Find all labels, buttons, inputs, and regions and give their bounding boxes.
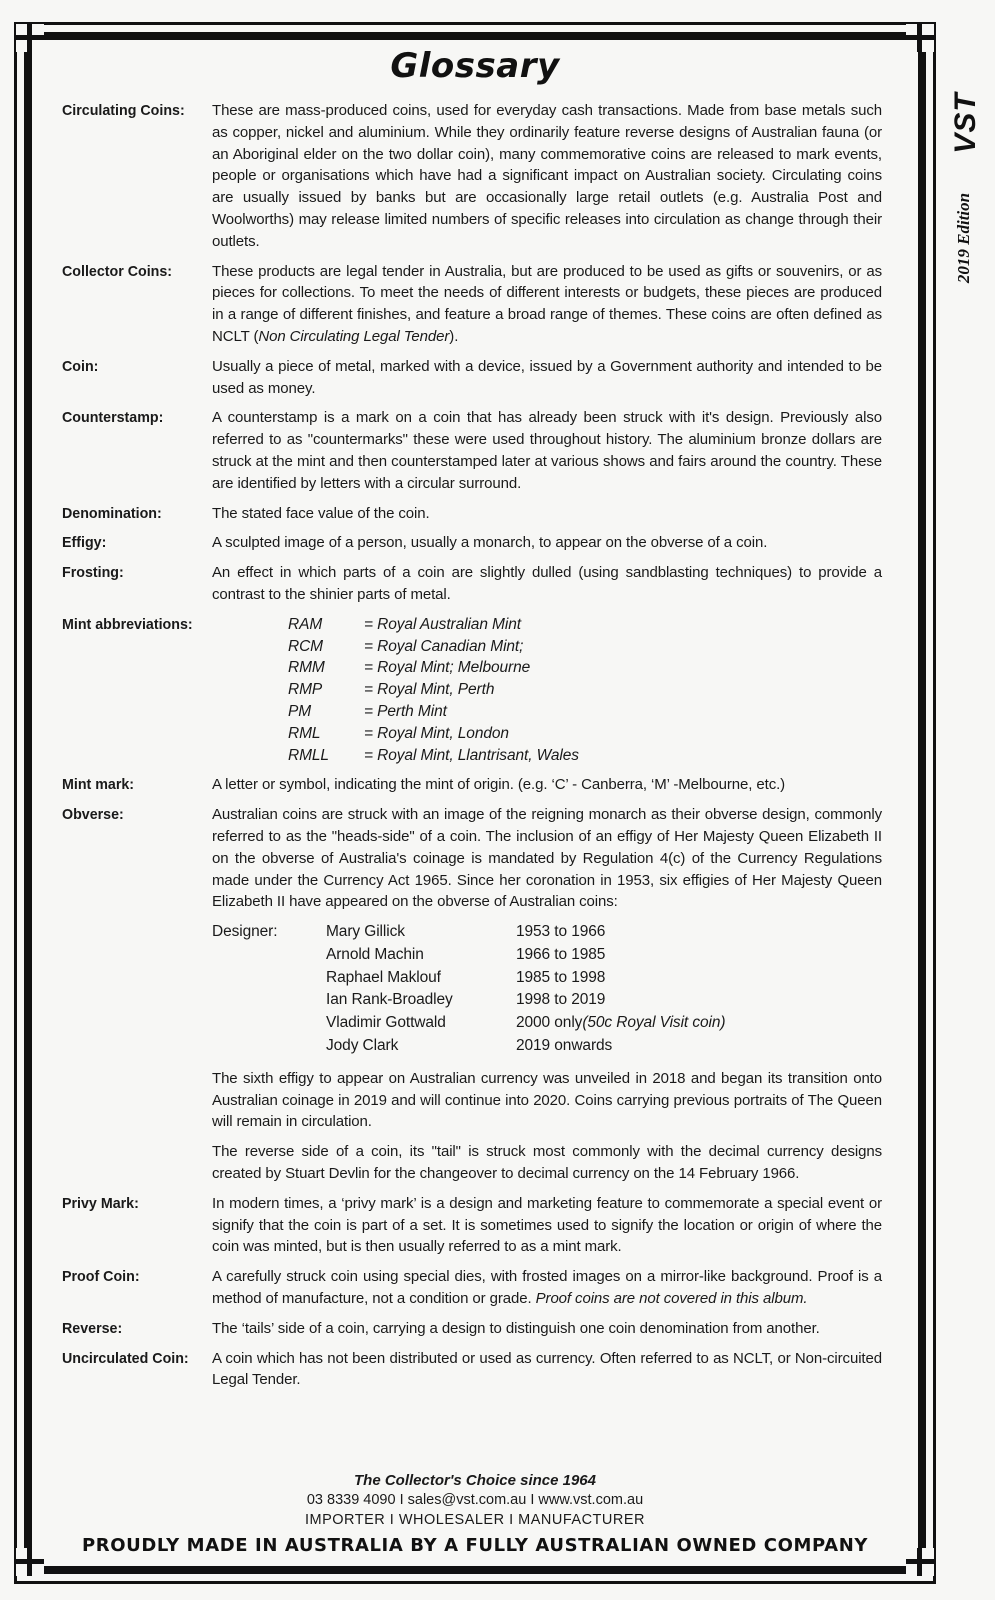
designer-list <box>326 921 725 1058</box>
glossary-list <box>62 100 884 1399</box>
definition <box>212 1266 882 1310</box>
brand-label: VST <box>949 92 982 154</box>
entry-obverse <box>62 804 884 1185</box>
abbreviation-row <box>288 679 882 701</box>
footer-slogan: The Collector's Choice since 1964 <box>354 1472 596 1489</box>
entry-mint-abbreviations <box>62 614 884 767</box>
corner-ornament-bottom-right <box>906 1548 934 1576</box>
term: Circulating Coins: <box>62 102 185 119</box>
definition: In modern times, a ‘privy mark’ is a design and marketing feature to commemorate a special event or signify that the coin is part of a set. It is sometimes used to signify the location or origin of where the coin was minted, but is then usually referred to as a mint mark. <box>212 1194 882 1256</box>
side-label <box>946 78 986 338</box>
abbreviation-code: RMP <box>288 681 323 699</box>
designer-name: Raphael Maklouf <box>326 968 441 986</box>
footer-roles: IMPORTER I WHOLESALER I MANUFACTURER <box>305 1512 645 1528</box>
abbreviation-row <box>288 614 882 636</box>
abbreviation-table <box>288 614 882 767</box>
term: Mint abbreviations: <box>62 615 193 633</box>
designer-row <box>326 1012 725 1035</box>
abbreviation-row <box>288 745 882 767</box>
entry-denomination <box>62 503 884 525</box>
designer-note: (50c Royal Visit coin) <box>582 1014 726 1032</box>
designer-name: Arnold Machin <box>326 945 424 963</box>
designer-years: 2000 only <box>516 1014 583 1032</box>
definition <box>212 614 882 767</box>
abbreviation-name: = Royal Mint, London <box>364 724 509 742</box>
term: Counterstamp: <box>62 409 164 427</box>
definition-paragraph: The sixth effigy to appear on Australian currency was unveiled in 2018 and began its transition onto Australian coinage in 2019 and will continue into 2020. Coins carrying previous portraits of The Queen will remain in circulation. <box>212 1069 882 1131</box>
designer-years: 1966 to 1985 <box>516 945 606 963</box>
definition-italic: Proof coins are not covered in this album. <box>535 1290 808 1308</box>
term: Proof Coin: <box>62 1268 140 1286</box>
abbreviation-name: = Royal Canadian Mint; <box>364 637 524 655</box>
abbreviation-name: = Perth Mint <box>364 702 447 720</box>
definition-paragraph: The reverse side of a coin, its "tail" is struck most commonly with the decimal currency designs created by Stuart Devlin for the changeover to decimal currency on the 14 February 1966. <box>212 1143 882 1183</box>
abbreviation-code: RML <box>288 724 321 742</box>
designer-years: 1953 to 1966 <box>516 923 606 941</box>
abbreviation-row <box>288 657 882 679</box>
corner-ornament-bottom-left <box>16 1548 44 1576</box>
definition: A sculpted image of a person, usually a monarch, to appear on the obverse of a coin. <box>212 534 768 552</box>
designer-row <box>326 944 725 967</box>
designer-row <box>326 989 725 1012</box>
definition: A letter or symbol, indicating the mint of origin. (e.g. ‘C’ - Canberra, ‘M’ -Melbourne, etc.) <box>212 776 786 794</box>
entry-counterstamp <box>62 407 884 494</box>
designer-name: Mary Gillick <box>326 923 405 941</box>
footer-contact: 03 8339 4090 I sales@vst.com.au I www.vst.com.au <box>306 1492 644 1508</box>
designer-name: Jody Clark <box>326 1037 399 1055</box>
term: Uncirculated Coin: <box>62 1349 189 1367</box>
term: Denomination: <box>62 504 162 522</box>
definition <box>212 261 882 348</box>
definition: The ‘tails’ side of a coin, carrying a design to distinguish one coin denomination from another. <box>212 1319 820 1337</box>
abbreviation-name: = Royal Mint, Llantrisant, Wales <box>364 746 579 764</box>
term: Mint mark: <box>62 776 135 794</box>
entry-reverse <box>62 1318 884 1340</box>
entry-effigy <box>62 532 884 554</box>
abbreviation-name: = Royal Australian Mint <box>364 615 521 633</box>
definition-text-end: ). <box>449 327 459 345</box>
entry-privy-mark <box>62 1193 884 1258</box>
definition: These are mass-produced coins, used for everyday cash transactions. Made from base metals such as copper, nickel and aluminium. While they ordinarily feature reverse designs of Australian fauna (or an Aboriginal elder on the two dollar coin), many commemorative coins are released to mark events, people or organisations which have had a significant impact on Australian society. Circulating coins are usually issued by banks but are occasionally large retail outlets (e.g. Australia Post and Woolworths) may release limited numbers of specific releases into circulation as change through their outlets. <box>212 102 882 250</box>
footer-banner: PROUDLY MADE IN AUSTRALIA BY A FULLY AUSTRALIAN OWNED COMPANY <box>82 1535 868 1556</box>
entry-mint-mark <box>62 774 884 796</box>
definition: The stated face value of the coin. <box>212 504 430 522</box>
abbreviation-code: PM <box>288 702 312 720</box>
designer-row <box>326 967 725 990</box>
term: Coin: <box>62 357 99 375</box>
abbreviation-row <box>288 636 882 658</box>
designer-row <box>326 921 725 944</box>
edition-label: 2019 Edition <box>954 192 973 284</box>
designer-years: 1985 to 1998 <box>516 968 606 986</box>
corner-ornament-top-right <box>906 24 934 52</box>
definition-italic: Non Circulating Legal Tender <box>258 327 450 345</box>
definition: A counterstamp is a mark on a coin that has already been struck with it's design. Previously also referred to as "countermarks" these were used throughout history. The aluminium bronze dollars are struck at the mint and then counterstamped later at various shows and fairs around the country. These are identified by letters with a circular surround. <box>212 409 882 492</box>
definition <box>212 804 882 1185</box>
term: Frosting: <box>62 564 124 582</box>
abbreviation-code: RMM <box>288 659 325 677</box>
abbreviation-code: RCM <box>288 637 323 655</box>
definition: A coin which has not been distributed or used as currency. Often referred to as NCLT, or Non-circuited Legal Tender. <box>212 1349 882 1389</box>
entry-coin <box>62 356 884 400</box>
entry-proof-coin <box>62 1266 884 1310</box>
abbreviation-code: RMLL <box>288 746 329 764</box>
term: Privy Mark: <box>62 1194 139 1212</box>
designer-years: 2019 onwards <box>516 1037 613 1055</box>
definition-paragraph: Australian coins are struck with an image of the reigning monarch as their obverse design, commonly referred to as the "heads-side" of a coin. The inclusion of an effigy of Her Majesty Queen Elizabeth II on the obverse of Australia's coinage is mandated by Regulation 4(c) of the Currency Regulations made under the Currency Act 1965. Since her coronation in 1953, six effigies of Her Majesty Queen Elizabeth II have appeared on the obverse of Australian coins: <box>212 806 882 911</box>
designer-name: Vladimir Gottwald <box>326 1014 446 1032</box>
abbreviation-name: = Royal Mint, Perth <box>364 681 495 699</box>
term: Collector Coins: <box>62 262 173 280</box>
entry-frosting <box>62 562 884 606</box>
term: Reverse: <box>62 1319 123 1337</box>
designer-name: Ian Rank-Broadley <box>326 991 453 1009</box>
abbreviation-name: = Royal Mint; Melbourne <box>364 659 531 677</box>
term: Obverse: <box>62 806 124 824</box>
entry-uncirculated-coin <box>62 1348 884 1392</box>
definition: An effect in which parts of a coin are slightly dulled (using sandblasting techniques) to provide a contrast to the shinier parts of metal. <box>212 564 882 603</box>
abbreviation-row <box>288 701 882 723</box>
designer-row <box>326 1035 725 1058</box>
entry-circulating-coins <box>62 100 884 253</box>
designer-table <box>212 921 882 1058</box>
definition-text: These products are legal tender in Australia, but are produced to be used as gifts or souvenirs, or as pieces for collections. To meet the needs of different interests or budgets, these pieces are produced in a range of different finishes, and feature a broad range of themes. These coins are often defined as NCLT ( <box>212 262 882 345</box>
abbreviation-row <box>288 723 882 745</box>
designer-years: 1998 to 2019 <box>516 991 606 1009</box>
term: Effigy: <box>62 534 107 552</box>
definition-text: A carefully struck coin using special dies, with frosted images on a mirror-like background. Proof is a method of manufacture, not a condition or grade. <box>212 1268 882 1308</box>
page-title: Glossary <box>390 46 560 86</box>
entry-collector-coins <box>62 261 884 348</box>
definition: Usually a piece of metal, marked with a device, issued by a Government authority and intended to be used as money. <box>212 357 882 397</box>
designer-label: Designer: <box>212 923 278 941</box>
abbreviation-code: RAM <box>288 615 323 633</box>
